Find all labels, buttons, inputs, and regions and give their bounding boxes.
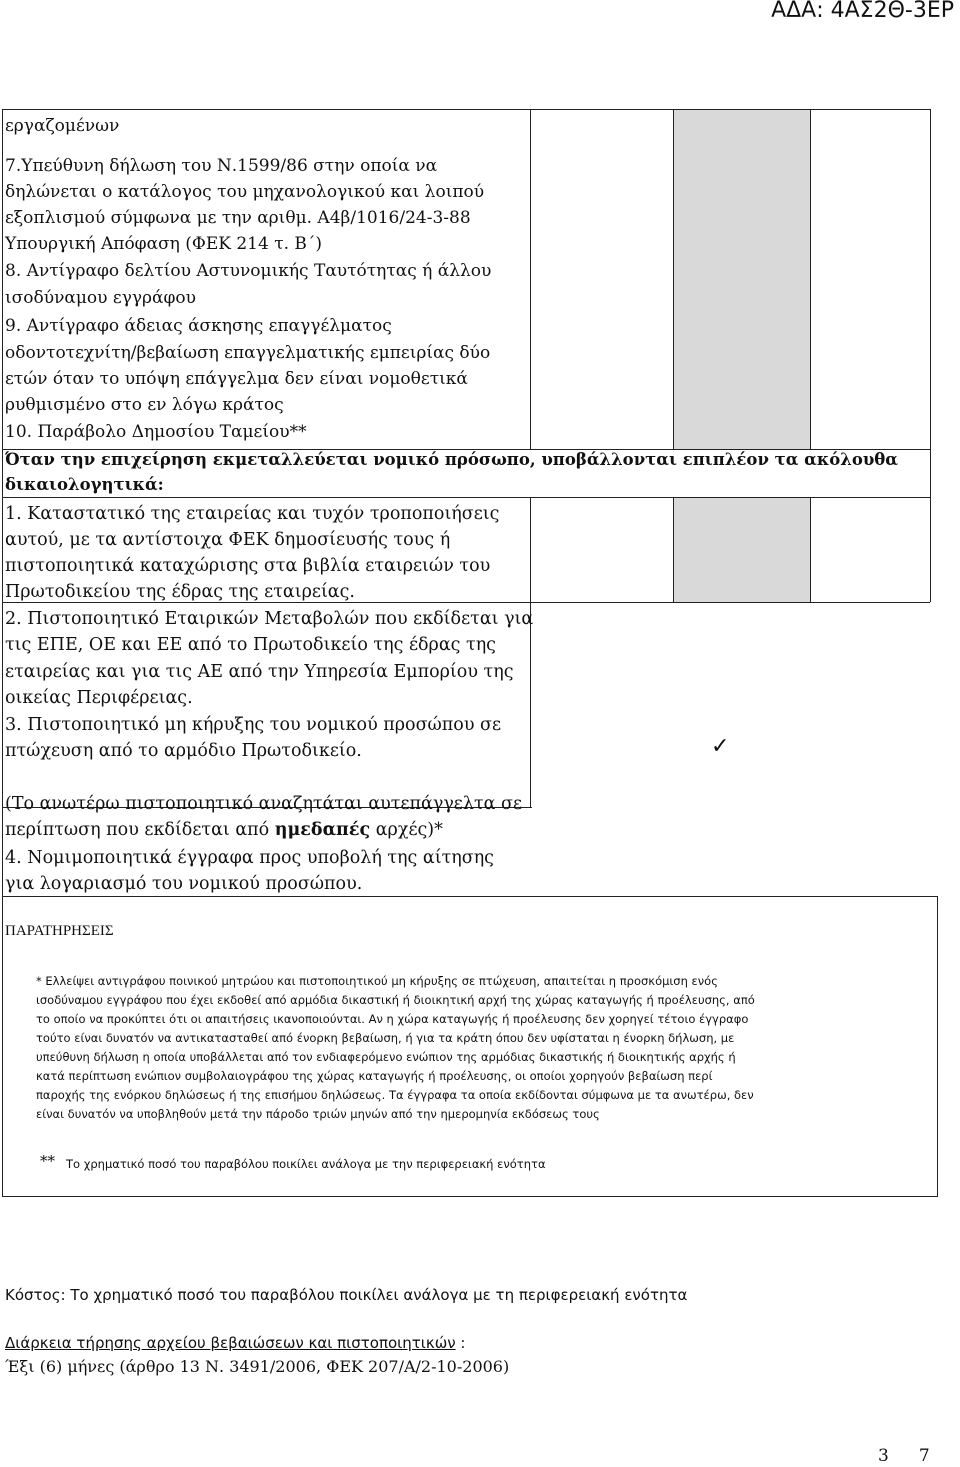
- ada-code: ΑΔΑ: 4ΑΣ2Θ-3ΕΡ: [771, 0, 954, 23]
- cost-line: Κόστος: Το χρηματικό ποσό του παραβόλου ποικίλει ανάλογα με τη περιφερειακή ενότητα: [5, 1286, 688, 1304]
- checkmark-icon: ✓: [711, 734, 730, 759]
- retention-heading: Διάρκεια τήρησης αρχείου βεβαιώσεων και πιστοποιητικών :: [5, 1334, 466, 1352]
- shaded-column-lower: [674, 497, 810, 602]
- remarks-title: ΠΑΡΑΤΗΡΗΣΕΙΣ: [5, 923, 114, 939]
- legal-item-3-note-line2: περίπτωση που εκδίδεται από ημεδαπές αρχές)*: [5, 820, 443, 840]
- page-number: 3 7: [878, 1446, 930, 1466]
- item-10: 10. Παράβολο Δημοσίου Ταμείου**: [5, 422, 307, 442]
- shaded-column-upper: [674, 110, 810, 449]
- retention-value: Έξι (6) μήνες (άρθρο 13 Ν. 3491/2006, ΦΕΚ 207/Α/2-10-2006): [5, 1357, 510, 1376]
- legal-item-3-note-line1: (Το ανωτέρω πιστοποιητικό αναζητάται αυτεπάγγελτα σε: [5, 794, 523, 814]
- row-employees: εργαζομένων: [5, 116, 120, 136]
